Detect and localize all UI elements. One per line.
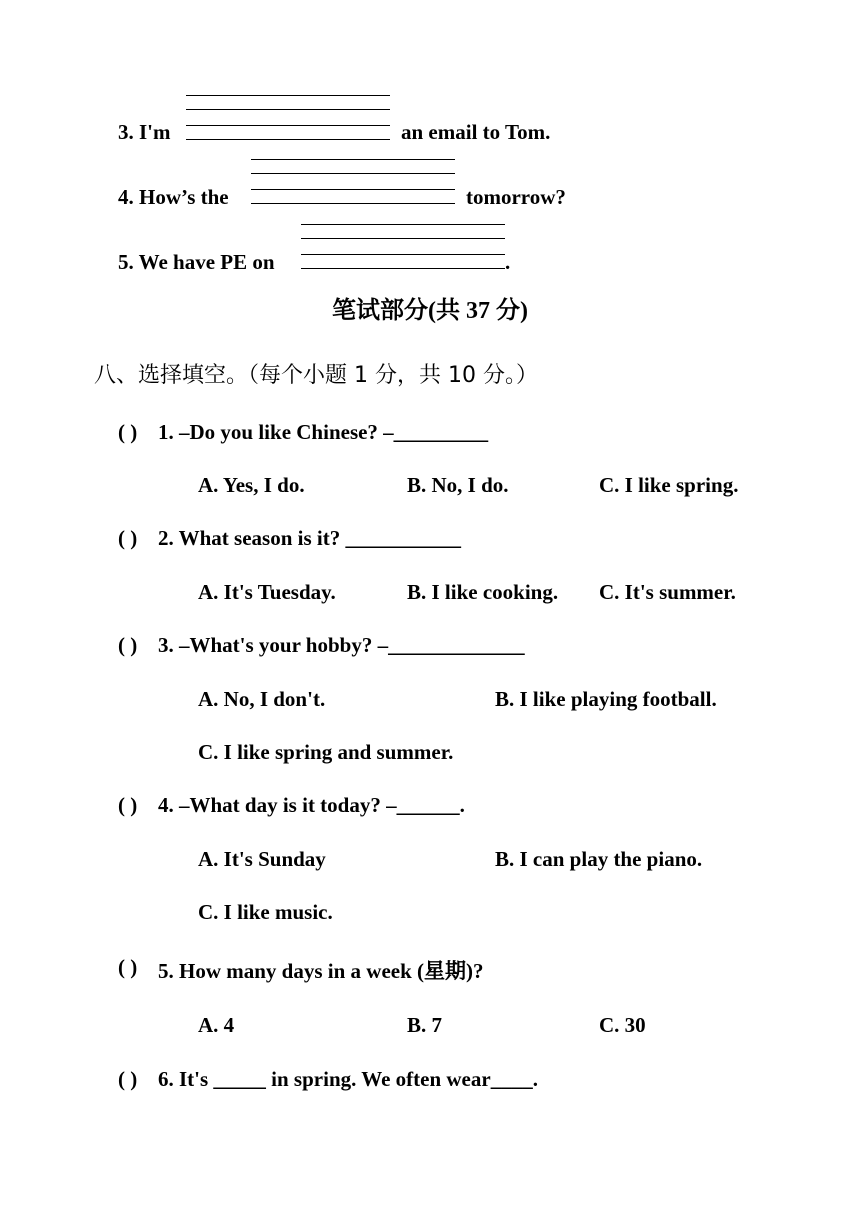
- question-2: 2. What season is it? ___________: [158, 526, 461, 550]
- option-c: C. I like spring.: [599, 473, 739, 497]
- option-a: A. No, I don't.: [198, 687, 326, 711]
- option-c: C. 30: [599, 1013, 646, 1037]
- answer-paren[interactable]: ( ): [118, 1067, 138, 1091]
- option-c: C. It's summer.: [599, 580, 736, 604]
- question-6: 6. It's _____ in spring. We often wear____.: [158, 1067, 538, 1091]
- question-3: 3. –What's your hobby? –_____________: [158, 633, 525, 657]
- writing-lines[interactable]: [301, 224, 505, 272]
- option-b: B. I like cooking.: [407, 580, 559, 604]
- option-b: B. I can play the piano.: [495, 847, 703, 871]
- question-5: 5. How many days in a week (星期)?: [158, 959, 484, 983]
- fill-item-3: [118, 120, 171, 145]
- option-b: B. No, I do.: [407, 473, 509, 497]
- written-section-title: 笔试部分(共 37 分): [332, 298, 528, 324]
- writing-lines[interactable]: [251, 159, 455, 207]
- option-b: B. 7: [407, 1013, 443, 1037]
- option-a: A. It's Sunday: [198, 847, 326, 871]
- answer-paren[interactable]: ( ): [118, 420, 138, 444]
- fill-item-4-suffix: tomorrow?: [466, 185, 566, 209]
- section-heading: 八、选择填空。（每个小题 1 分，共 10 分。）: [94, 363, 538, 388]
- question-4: 4. –What day is it today? –______.: [158, 793, 465, 817]
- option-c: C. I like spring and summer.: [198, 740, 454, 764]
- fill-item-3-suffix: an email to Tom.: [401, 120, 551, 144]
- option-a: A. 4: [198, 1013, 235, 1037]
- answer-paren[interactable]: ( ): [118, 633, 138, 657]
- answer-paren[interactable]: ( ): [118, 526, 138, 550]
- fill-item-5: 5. We have PE on: [118, 250, 275, 274]
- fill-item-prefix: 3. I'm: [118, 120, 171, 144]
- fill-item-4: 4. How’s the: [118, 185, 229, 209]
- fill-item-5-suffix: .: [505, 250, 511, 274]
- writing-lines[interactable]: [186, 95, 390, 143]
- answer-paren[interactable]: ( ): [118, 793, 138, 817]
- option-a: A. It's Tuesday.: [198, 580, 336, 604]
- answer-paren[interactable]: ( ): [118, 955, 138, 979]
- option-a: A. Yes, I do.: [198, 473, 305, 497]
- option-c: C. I like music.: [198, 900, 333, 924]
- question-1: 1. –Do you like Chinese? –_________: [158, 420, 489, 444]
- option-b: B. I like playing football.: [495, 687, 717, 711]
